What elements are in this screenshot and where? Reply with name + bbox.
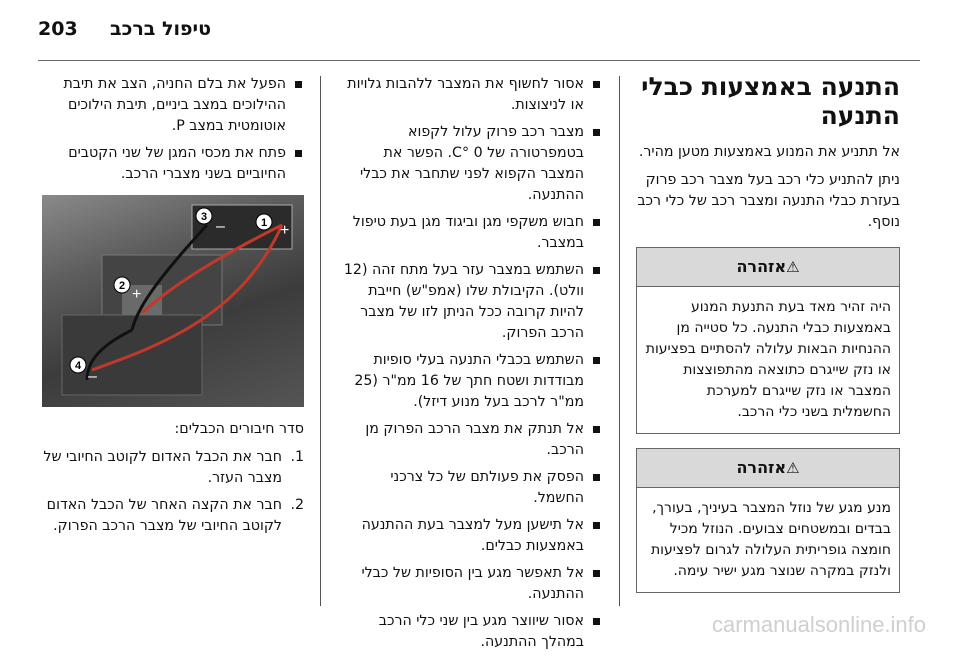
list-item (38, 495, 304, 537)
intro-paragraph-2: ניתן להתניע כלי רכב בעל מצבר רכב פרוק בעזרת כבלי התנעה ומצבר רכב של כלי רכב נוסף. (637, 172, 900, 230)
prep-bullet-list (38, 74, 304, 185)
warning-header (637, 248, 899, 287)
middle-column (336, 74, 602, 659)
list-item: אל תאפשר מגע בין הסופיות של כבלי ההתנעה. (336, 563, 602, 605)
column-divider-right (619, 76, 620, 606)
page-title: התנעה באמצעות כבלי התנעה (641, 72, 900, 130)
callout-2: 2 (118, 280, 126, 292)
engine-bay-illustration (42, 195, 304, 407)
list-item: אל תנתק את מצבר הרכב הפרוק מן הרכב. (336, 419, 602, 461)
list-item: השתמש במצבר עזר בעל מתח זהה (12 וולט). הקיבולת שלו (אמפ"ש) חייבת להיות קרובה ככל הניתן לזו של מצבר הרכב הפרוק. (336, 260, 602, 344)
warning-text: מנע מגע של נוזל המצבר בעיניך, בעורך, בבדים ובמשטחים צבועים. הנוזל מכיל חומצה גופריתית העלולה לגרום לפציעות ולנזק במקרה שנוצר מגע ישיר עימה. (650, 500, 891, 579)
page-header (38, 18, 938, 48)
page-number: 203 (38, 18, 78, 40)
step-number: 2. (290, 497, 304, 513)
jump-start-diagram (42, 195, 304, 407)
header-divider (38, 60, 920, 61)
list-item: פתח את מכסי המגן של שני הקטבים החיוביים בשני מצברי הרכב. (38, 143, 304, 185)
column-divider-left (320, 76, 321, 606)
list-item: חבוש משקפי מגן וביגוד מגן בעת טיפול במצבר. (336, 212, 602, 254)
plus-terminal-icon: + (280, 222, 290, 239)
warning-box-1 (636, 247, 900, 434)
list-item: הפסק את פעולתם של כל צרכני החשמל. (336, 467, 602, 509)
warning-label: אזהרה (736, 458, 787, 477)
list-item: אל תישען מעל למצבר בעת ההתנעה באמצעות כבלים. (336, 515, 602, 557)
watermark: carmanualsonline.info (712, 612, 927, 637)
list-item: הפעל את בלם החניה, הצב את תיבת ההילוכים במצב ביניים, תיבת הילוכים אוטומטית במצב P. (38, 74, 304, 137)
list-item: מצבר רכב פרוק עלול לקפוא בטמפרטורה של 0 °C. הפשר את המצבר הקפוא לפני שתחבר את כבלי ההתנעה. (336, 122, 602, 206)
warning-text: היה זהיר מאד בעת התנעת המנוע באמצעות כבלי התנעה. כל סטייה מן ההנחיות הבאות עלולה להסתיים בפציעות או נזק שייגרם כתוצאה מהתפוצצות המצבר או נזק שייגרם למערכת החשמלית בשני כלי הרכב. (645, 299, 891, 420)
right-column (636, 72, 900, 605)
step-text: חבר את הכבל האדום לקוטב החיובי של מצבר העזר. (43, 449, 282, 486)
warning-label: אזהרה (736, 257, 787, 276)
list-item (38, 447, 304, 489)
callout-3: 3 (200, 211, 208, 223)
step-text: חבר את הקצה האחר של הכבל האדום לקוטב החיובי של מצבר הרכב הפרוק. (46, 497, 282, 534)
intro-paragraph-1: אל תתניע את המנוע באמצעות מטען מהיר. (638, 144, 900, 160)
list-item: השתמש בכבלי התנעה בעלי סופיות מבודדות ושטח חתך של 16 ממ"ר (25 ממ"ר לרכב בעל מנוע דיזל). (336, 350, 602, 413)
list-item: אסור לחשוף את המצבר ללהבות גלויות או לניצוצות. (336, 74, 602, 116)
warning-triangle-icon: ⚠ (786, 459, 800, 477)
connection-order-heading: סדר חיבורים הכבלים: (174, 421, 304, 437)
step-number: 1. (290, 449, 304, 465)
connection-steps (38, 447, 304, 537)
warning-header (637, 449, 899, 488)
callout-1: 1 (260, 217, 268, 229)
left-column (38, 74, 304, 543)
minus-terminal-icon: – (88, 368, 97, 385)
warning-box-2 (636, 448, 900, 593)
list-item: אסור שיווצר מגע בין שני כלי הרכב במהלך ההתנעה. (336, 611, 602, 653)
callout-4: 4 (74, 360, 82, 372)
minus-terminal-icon: – (216, 218, 225, 235)
plus-terminal-icon: + (132, 286, 142, 303)
section-title: טיפול ברכב (110, 18, 212, 40)
safety-bullet-list (336, 74, 602, 653)
warning-triangle-icon: ⚠ (786, 258, 800, 276)
